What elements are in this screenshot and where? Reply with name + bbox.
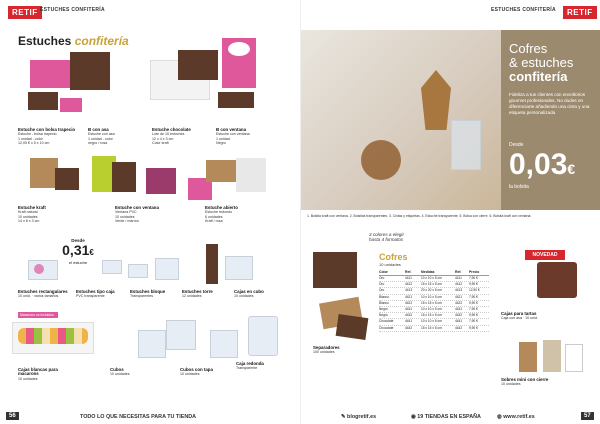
cofres-sub: 10 unidades xyxy=(379,262,401,267)
table-cell-price: 7,90 € xyxy=(469,294,478,299)
novedad-badge: NOVEDAD xyxy=(525,250,565,260)
hero-price-unit: la bolsita xyxy=(509,184,529,190)
clear-box-5 xyxy=(225,256,253,280)
table-cell-color: Blanco xyxy=(379,300,389,305)
table-cell-size: 15 x 15 x 5 cm xyxy=(421,300,442,305)
table-cell-price: 9,90 € xyxy=(469,325,478,330)
chocolate-box xyxy=(218,92,254,108)
table-cell-size: 10 x 10 x 5 cm xyxy=(421,319,442,324)
brown-box xyxy=(178,50,218,80)
table-cell-size: 15 x 15 x 5 cm xyxy=(421,313,442,318)
candy-1 xyxy=(34,264,44,274)
table-cell-ref: 4441 xyxy=(455,319,463,324)
sobre-clear xyxy=(543,340,561,372)
clear-bag-photo xyxy=(451,120,481,170)
table-header: Color Ref. Medidas Ref. Precio xyxy=(379,270,489,276)
promo-price: Desde 0,31€ el estuche xyxy=(60,238,96,265)
footer-link-web[interactable]: ◍ www.retif.es xyxy=(497,414,535,420)
table-cell-size: 10 x 10 x 5 cm xyxy=(421,307,442,312)
product-block-6: Estuche con ventana Ventana PVC 10 unidades Verde / marrón xyxy=(115,205,159,224)
title-main: Estuches xyxy=(18,34,72,48)
round-clear-box xyxy=(248,316,278,356)
table-cell-price: 7,90 € xyxy=(469,276,478,280)
title-accent: confitería xyxy=(74,34,129,48)
table-cell-color: Blanco xyxy=(379,294,389,299)
small-product-3: Estuches bloque Transparentes xyxy=(130,289,166,299)
small-product-1: Estuches rectangulares 10 unid. · varios tamaños xyxy=(18,289,68,299)
table-cell-price: 7,90 € xyxy=(469,307,478,312)
footer-tagline: TODO LO QUE NECESITAS PARA TU TIENDA xyxy=(80,414,197,420)
footer-link-stores[interactable]: ◉ 19 TIENDAS EN ESPAÑA xyxy=(411,414,481,420)
purple-box xyxy=(146,168,176,194)
handwrite-note: 3 colores a elegir hasta 4 formatos xyxy=(369,232,404,242)
handle-box-block: Cajas para tartas Caja con asa · 10 unid. xyxy=(501,311,538,321)
sobres-block: Sobres mini con cierre 10 unidades xyxy=(501,377,549,387)
kraft-box xyxy=(30,158,58,188)
table-cell-ref: 4413 xyxy=(455,288,463,293)
note-tag: Macarons no incluidos xyxy=(18,312,58,318)
table-cell-ref: 4442 xyxy=(455,325,463,330)
table-cell-ref: 4432 xyxy=(405,313,413,318)
page-number-right: 57 xyxy=(581,412,594,420)
clear-cube-3 xyxy=(210,330,238,358)
cookie-box xyxy=(236,158,266,192)
table-cell-color: Oro xyxy=(379,288,385,293)
clear-box-2 xyxy=(102,260,122,274)
retif-logo: RETIF xyxy=(8,6,42,19)
photo-caption: 1. Bolsita kraft con ventana. 2. Bolsitas transparentes. 3. Cintas y etiquetas. 4. Estuche transparente. 5. Bolsa con cierre. 6. Bolsita kraft con ventana. xyxy=(307,214,532,218)
table-cell-size: 20 x 20 x 5 cm xyxy=(421,288,442,293)
hero-price: 0,03€ xyxy=(509,148,576,181)
promo-price-value: 0,31€ xyxy=(62,242,94,258)
sobre-white xyxy=(565,344,583,372)
table-cell-price: 9,90 € xyxy=(469,313,478,318)
table-cell-color: Negro xyxy=(379,313,388,318)
clear-box-3 xyxy=(128,264,148,278)
hero-title-1: Cofres xyxy=(509,41,548,56)
table-cell-ref: 4442 xyxy=(405,325,413,330)
cofre-brown-box xyxy=(313,252,357,288)
table-cell-price: 9,90 € xyxy=(469,282,478,287)
product-block-4: B con ventana Estuche con ventana 1 unidad Negro xyxy=(216,127,250,146)
separator-brown xyxy=(336,314,369,340)
table-cell-price: 7,90 € xyxy=(469,319,478,324)
location-icon: ◉ xyxy=(411,414,416,420)
table-cell-size: 10 x 10 x 5 cm xyxy=(421,276,442,280)
table-cell-ref: 4431 xyxy=(405,307,413,312)
small-product-2: Estuches tipo caja PVC transparente xyxy=(76,289,115,299)
cofres-title: Cofres xyxy=(379,252,408,262)
outlet-label-icon xyxy=(228,42,250,56)
table-cell-color: Chocolate xyxy=(379,319,394,324)
table-cell-ref: 4411 xyxy=(455,276,462,280)
tall-dark-box xyxy=(206,244,218,284)
table-cell-color: Oro xyxy=(379,276,385,280)
table-cell-ref: 4432 xyxy=(455,313,463,318)
clear-cube-1 xyxy=(138,330,166,358)
table-cell-ref: 4412 xyxy=(455,282,463,287)
table-cell-ref: 4422 xyxy=(455,300,463,305)
table-cell-ref: 4441 xyxy=(405,319,413,324)
bottom-product-3: Cubos con tapa 10 unidades xyxy=(180,367,213,377)
sobre-kraft xyxy=(519,342,537,372)
clear-box-4 xyxy=(155,258,179,280)
product-block-3: Estuche chocolate Lote de 10 estuches 12 x 4 x 3 cm Color kraft xyxy=(152,127,191,146)
table-cell-color: Oro xyxy=(379,282,385,287)
brown-window-box xyxy=(112,162,136,192)
table-cell-ref: 4422 xyxy=(405,300,413,305)
section-label-right: ESTUCHES CONFITERÍA xyxy=(491,7,556,13)
bottom-product-2: Cubos 10 unidades xyxy=(110,367,130,377)
kraft-box-open xyxy=(55,168,79,190)
bottom-product-1: Cajas blancas para macarons 10 unidades xyxy=(18,367,58,381)
product-block-5: Estuche kraft Kraft natural 10 unidades 14 x 8 x 3 cm xyxy=(18,205,46,224)
cookie-icon xyxy=(361,140,401,180)
page-number-left: 56 xyxy=(6,412,19,420)
table-cell-price: 9,90 € xyxy=(469,300,478,305)
hero-body: Fideliza a tus clientes con envoltorios gourmet profesionales. No dudes en diferenciarte añadiendo una cinta y una etiqueta personalizada xyxy=(509,92,590,115)
table-body xyxy=(379,276,489,332)
cofres-table xyxy=(379,270,489,332)
table-cell-ref: 4421 xyxy=(455,294,463,299)
right-page xyxy=(300,0,600,424)
hero-title-2: & estuches xyxy=(509,55,574,70)
retif-logo-right: RETIF xyxy=(563,6,597,19)
table-cell-color: Negro xyxy=(379,307,388,312)
hero-price-label: Desde xyxy=(509,142,524,148)
section-label: ESTUCHES CONFITERÍA xyxy=(40,7,105,13)
table-row xyxy=(379,326,489,332)
table-cell-ref: 4431 xyxy=(455,307,463,312)
bottom-product-4: Caja redonda Transparente xyxy=(236,361,264,371)
product-block-2: B con asa Estuche con asa 1 unidad - color negro / rosa xyxy=(88,127,115,146)
page-title xyxy=(18,34,129,48)
table-cell-size: 15 x 15 x 5 cm xyxy=(421,282,442,287)
table-cell-ref: 4421 xyxy=(405,294,413,299)
separators-block: Separadores 100 unidades xyxy=(313,345,340,355)
round-kraft-box xyxy=(206,160,236,182)
table-cell-ref: 4411 xyxy=(405,276,412,280)
web-icon: ◍ xyxy=(497,414,502,420)
small-black-box xyxy=(28,92,58,110)
table-cell-price: 12,90 € xyxy=(469,288,480,293)
blog-icon: ✎ xyxy=(341,414,346,420)
cake-box-handle xyxy=(537,262,577,298)
table-cell-size: 15 x 15 x 5 cm xyxy=(421,325,442,330)
hero-panel xyxy=(501,30,600,210)
table-cell-color: Chocolate xyxy=(379,325,394,330)
footer-link-blog[interactable]: ✎ blogretif.es xyxy=(341,414,377,420)
clear-cube-2 xyxy=(166,320,196,350)
table-cell-size: 10 x 10 x 5 cm xyxy=(421,294,442,299)
table-cell-ref: 4413 xyxy=(405,288,413,293)
small-product-4: Estuches torre 12 unidades xyxy=(182,289,213,299)
macarons xyxy=(18,328,88,344)
small-product-5: Cajas en cubo 10 unidades xyxy=(234,289,264,299)
small-pink-box xyxy=(60,98,82,112)
product-block-1: Estuche con bolsa trapecio Estuche - bolsa trapecio 1 unidad - color 12,05 € x 5 x 10 cm xyxy=(18,127,76,146)
table-cell-ref: 4412 xyxy=(405,282,413,287)
product-block-7: Estuche abierto Estuche redondo 6 unidades Kraft / rosa xyxy=(205,205,238,224)
hero-title-3: confitería xyxy=(509,69,568,84)
brown-bag xyxy=(70,52,110,90)
